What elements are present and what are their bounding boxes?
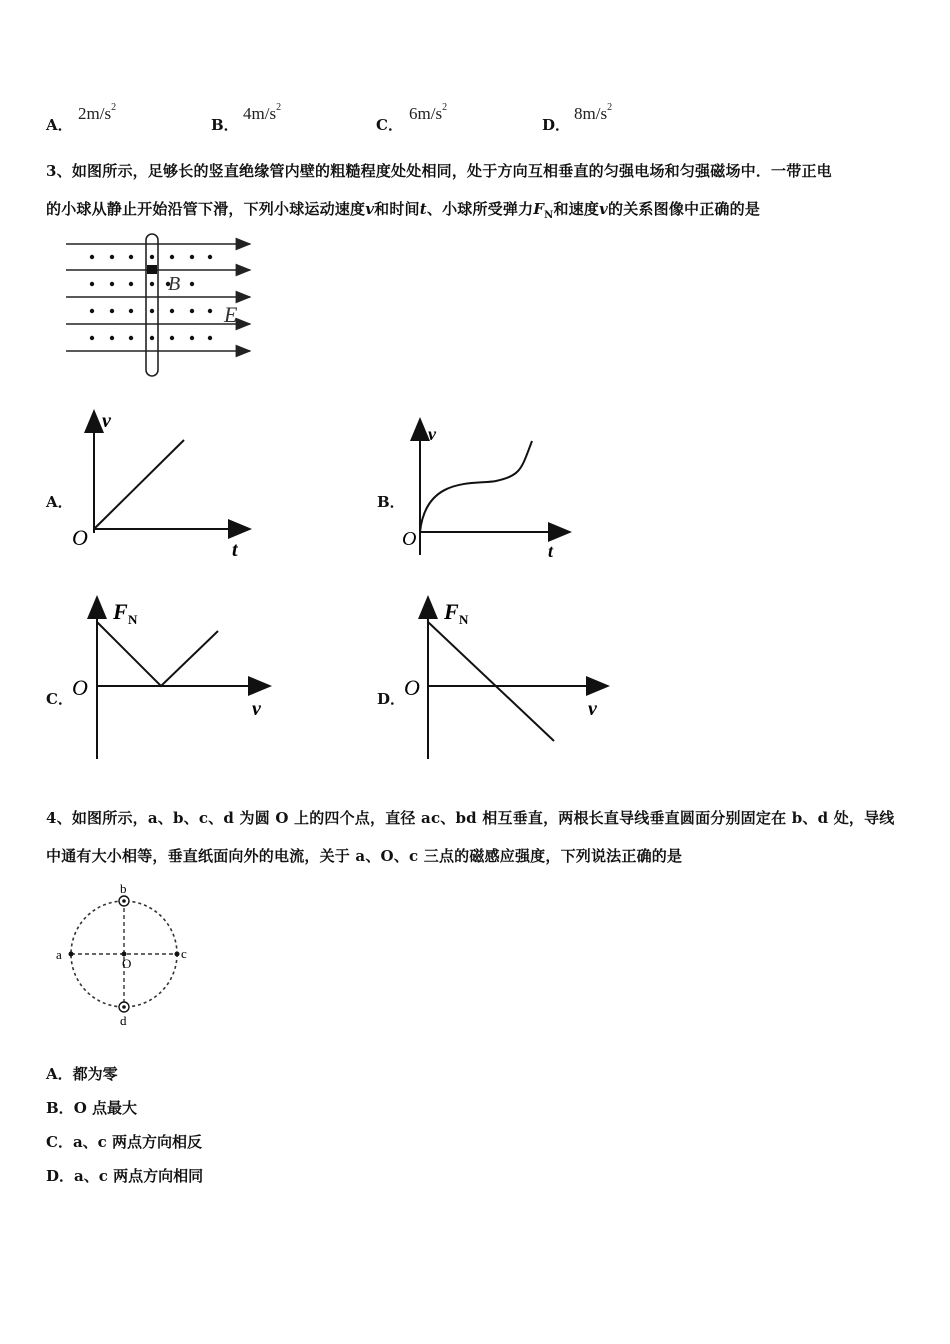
q4-line-2-text: 中通有大小相等，垂直纸面向外的电流，关于 a、O、c 三点的磁感应强度，下列说法正确的是	[46, 847, 683, 865]
point-a	[69, 952, 74, 957]
q2-option-c-exp: 2	[442, 102, 448, 114]
q3-field-figure	[60, 228, 270, 388]
graph-d-origin: O	[404, 675, 420, 700]
q3-stem	[46, 152, 916, 235]
q3-line-2e: 的关系图像中正确的是	[608, 200, 761, 218]
graph-a-x-label: t	[232, 539, 238, 561]
q3-graph-b	[396, 415, 596, 565]
q3-var-v: v	[365, 200, 375, 218]
q3-graph-d-label: D．	[377, 690, 406, 708]
q2-option-d-value	[574, 104, 612, 124]
graph-c-x-label: v	[252, 698, 261, 720]
q2-option-d	[542, 114, 570, 135]
q3-graph-c-label: C．	[46, 690, 73, 708]
q2-option-c-unit: 6m/s	[409, 104, 443, 123]
q4-option-b	[46, 1097, 137, 1118]
q3-graph-d	[400, 593, 615, 763]
label-b: B	[168, 273, 181, 295]
graph-c-y-label: F	[113, 599, 128, 624]
label-b-point: b	[120, 881, 127, 896]
q4-option-a-text: 都为零	[72, 1065, 118, 1083]
graph-d-y-label: F	[444, 599, 459, 624]
q4-option-c-text: a、c 两点方向相反	[72, 1133, 203, 1151]
q2-option-c-label: C．	[376, 116, 403, 134]
q3-graph-a	[66, 405, 266, 565]
q2-option-b-unit: 4m/s	[243, 104, 277, 123]
q4-option-a	[46, 1063, 118, 1084]
graph-b-y-label: v	[428, 424, 436, 444]
graph-b-origin: O	[402, 528, 417, 550]
wire-b-icon	[119, 896, 129, 906]
q4-number: 4、	[46, 809, 72, 827]
graph-d-y-sub: N	[459, 612, 469, 627]
graph-c-origin: O	[72, 675, 88, 700]
q4-option-d	[46, 1165, 203, 1186]
q4-option-c-label: C．	[46, 1133, 73, 1151]
q3-line-1-text: 如图所示，足够长的竖直绝缘管内壁的粗糙程度处处相同，处于方向互相垂直的匀强电场和匀强磁场中．一带正电	[71, 162, 832, 180]
q2-option-b-exp: 2	[276, 102, 282, 114]
q4-option-a-label: A．	[46, 1065, 73, 1083]
q2-option-b	[211, 114, 239, 135]
q2-option-d-label: D．	[542, 116, 571, 134]
q2-option-d-exp: 2	[607, 102, 613, 114]
graph-a-origin: O	[72, 525, 88, 550]
q4-option-d-label: D．	[46, 1167, 75, 1185]
graph-c-y-sub: N	[128, 612, 138, 627]
q4-circle-figure	[50, 880, 200, 1030]
q4-option-c	[46, 1131, 202, 1152]
q2-option-a-unit: 2m/s	[78, 104, 112, 123]
q4-option-b-label: B．	[46, 1099, 74, 1117]
label-c-point: c	[181, 946, 187, 961]
q4-option-d-text: a、c 两点方向相同	[74, 1167, 204, 1185]
q2-option-a-value	[78, 104, 116, 124]
q3-number: 3、	[46, 162, 72, 180]
q4-line-1	[46, 799, 926, 837]
q3-var-t: t	[419, 200, 427, 218]
graph-d-curve	[428, 622, 554, 741]
q2-option-b-label: B．	[211, 116, 239, 134]
q2-option-d-unit: 8m/s	[574, 104, 608, 123]
q2-option-c-value	[409, 104, 447, 124]
graph-a-curve	[94, 440, 184, 529]
label-o-point: O	[122, 956, 132, 971]
label-e: E	[224, 302, 238, 327]
graph-b-curve	[420, 441, 532, 532]
q3-line-2a: 的小球从静止开始沿管下滑，下列小球运动速度	[46, 200, 366, 218]
q4-line-2	[46, 837, 926, 875]
graph-b-x-label: t	[548, 541, 554, 561]
q2-option-a	[46, 114, 73, 135]
q3-line-2c: 、小球所受弹力	[426, 200, 534, 218]
graph-d-x-label: v	[588, 698, 597, 720]
q3-graph-a-label: A．	[46, 493, 73, 511]
q3-var-v-2: v	[599, 200, 609, 218]
q3-line-1	[46, 152, 916, 190]
graph-c-curve	[97, 622, 218, 686]
graph-a-y-label: v	[102, 410, 111, 432]
q3-line-2d: 和速度	[553, 200, 600, 218]
q3-var-n: N	[544, 210, 554, 221]
q2-option-c	[376, 114, 403, 135]
q2-option-a-exp: 2	[111, 102, 117, 114]
q4-line-1-text: 如图所示，a、b、c、d 为圆 O 上的四个点，直径 ac、bd 相互垂直，两根长直导线垂直圆面分别固定在 b、d 处，导线	[71, 809, 895, 827]
wire-d-icon	[119, 1002, 129, 1012]
charged-ball	[147, 265, 157, 274]
q3-graph-c	[68, 593, 278, 763]
q3-graph-b-label: B．	[377, 493, 405, 511]
label-d-point: d	[120, 1013, 127, 1028]
q3-var-f: F	[533, 200, 545, 218]
q4-stem	[46, 799, 926, 875]
q4-option-b-text: O 点最大	[73, 1099, 137, 1117]
point-c	[175, 952, 180, 957]
q3-line-2b: 和时间	[374, 200, 420, 218]
q2-option-a-label: A．	[46, 116, 73, 134]
q2-option-b-value	[243, 104, 281, 124]
label-a-point: a	[56, 947, 62, 962]
